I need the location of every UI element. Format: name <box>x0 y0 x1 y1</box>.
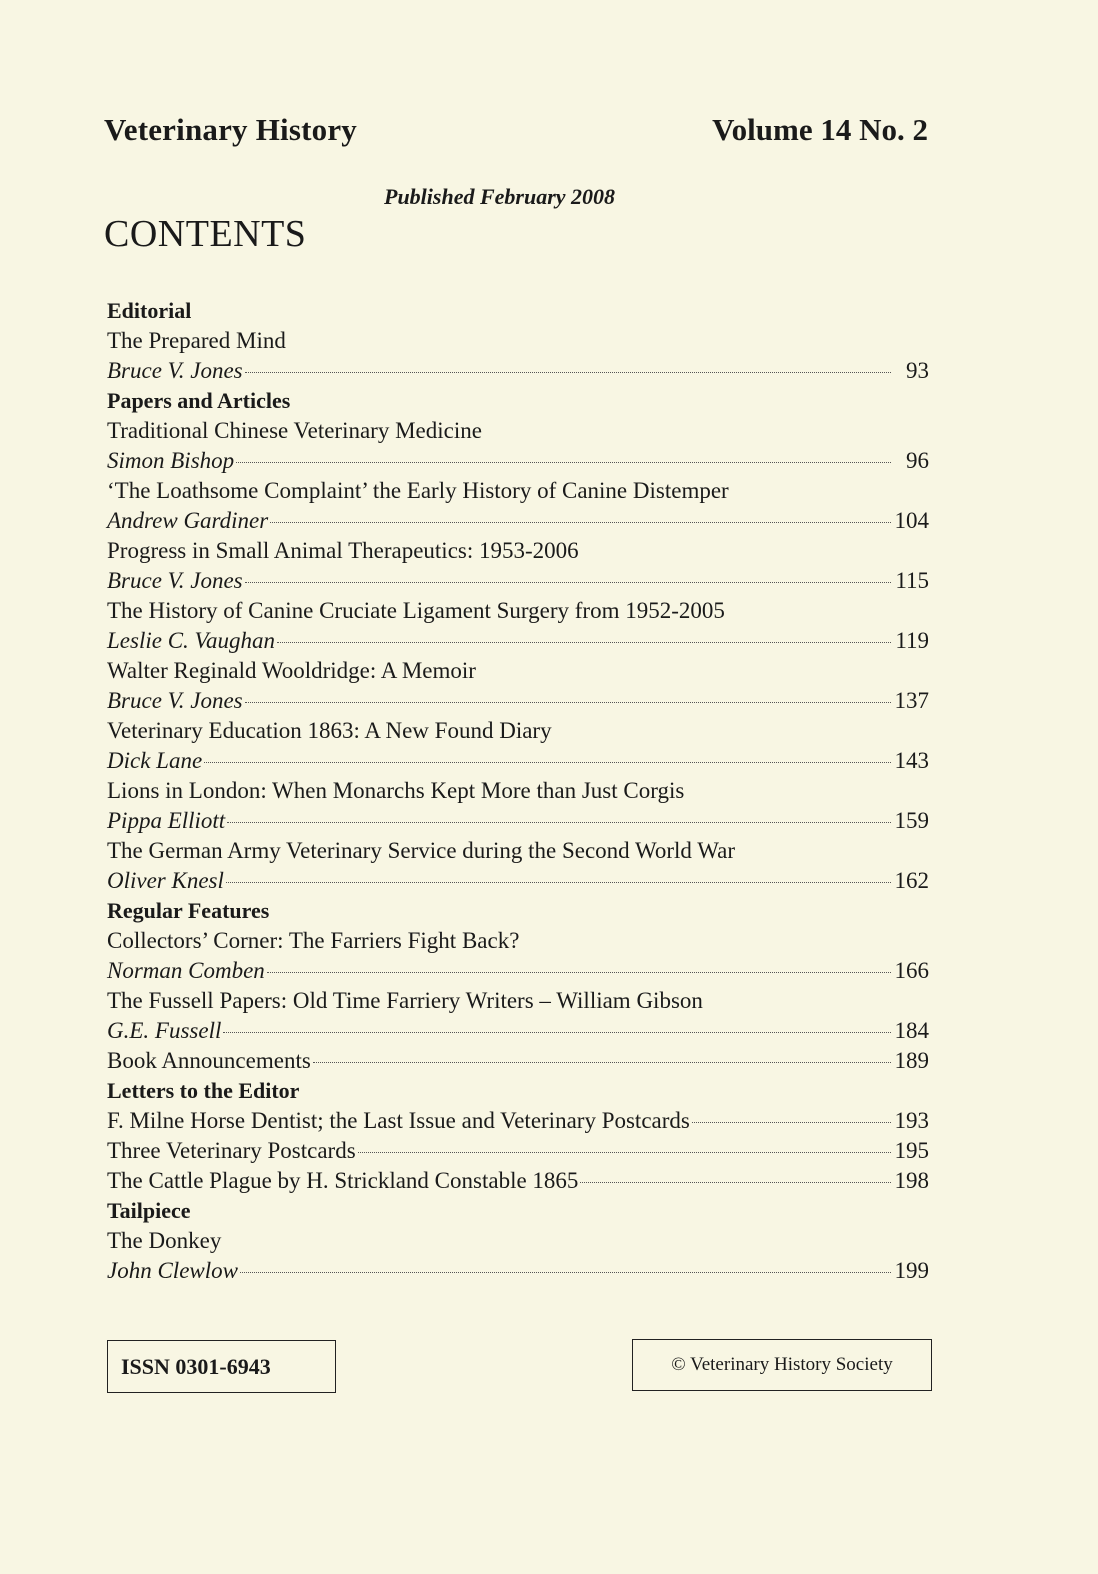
section-heading: Papers and Articles <box>107 388 291 413</box>
dot-leader <box>267 971 891 973</box>
page-number: 198 <box>894 1168 929 1193</box>
volume-number: Volume 14 No. 2 <box>712 112 928 147</box>
page-number: 143 <box>894 748 929 773</box>
page-number: 93 <box>906 358 929 383</box>
page-number: 193 <box>894 1108 929 1133</box>
article-title: ‘The Loathsome Complaint’ the Early History of Canine Distemper <box>107 478 729 503</box>
author-entry <box>107 446 929 476</box>
section-heading: Regular Features <box>107 898 270 923</box>
page-number: 199 <box>894 1258 929 1283</box>
article-title: Walter Reginald Wooldridge: A Memoir <box>107 658 476 683</box>
page-number: 96 <box>906 448 929 473</box>
author-entry <box>107 626 929 656</box>
article-title: Progress in Small Animal Therapeutics: 1953-2006 <box>107 538 579 563</box>
toc-entry <box>107 1166 929 1196</box>
contents-heading: CONTENTS <box>104 213 307 255</box>
page-number: 137 <box>894 688 929 713</box>
issn-text: ISSN 0301-6943 <box>121 1353 271 1379</box>
journal-title: Veterinary History <box>104 112 357 147</box>
dot-leader <box>226 881 891 883</box>
page-number: 115 <box>895 568 929 593</box>
article-title: Lions in London: When Monarchs Kept More than Just Corgis <box>107 778 685 803</box>
page-number: 104 <box>894 508 929 533</box>
author-entry <box>107 686 929 716</box>
dot-leader <box>277 641 891 643</box>
dot-leader <box>240 1271 891 1273</box>
dot-leader <box>270 521 891 523</box>
article-title: The History of Canine Cruciate Ligament Surgery from 1952-2005 <box>107 598 725 623</box>
article-title: Veterinary Education 1863: A New Found Diary <box>107 718 552 743</box>
dot-leader <box>245 371 891 373</box>
dot-leader <box>245 581 891 583</box>
page-number: 119 <box>895 628 929 653</box>
author-name: G.E. Fussell <box>107 1018 222 1043</box>
author-entry <box>107 1256 929 1286</box>
dot-leader <box>245 701 891 703</box>
article-title: Collectors’ Corner: The Farriers Fight Back? <box>107 928 520 953</box>
dot-leader <box>580 1181 891 1183</box>
page-number: 184 <box>894 1018 929 1043</box>
page-number: 195 <box>894 1138 929 1163</box>
author-entry <box>107 356 929 386</box>
page-number: 166 <box>894 958 929 983</box>
toc-entry <box>107 1046 929 1076</box>
article-title: The Prepared Mind <box>107 328 286 353</box>
author-name: Pippa Elliott <box>107 808 226 833</box>
author-name: Andrew Gardiner <box>107 508 269 533</box>
author-entry <box>107 866 929 896</box>
page-number: 162 <box>894 868 929 893</box>
article-title: The German Army Veterinary Service during the Second World War <box>107 838 735 863</box>
entry-title: Three Veterinary Postcards <box>107 1138 356 1163</box>
author-entry <box>107 806 929 836</box>
author-entry <box>107 1016 929 1046</box>
author-name: John Clewlow <box>107 1258 238 1283</box>
dot-leader <box>227 821 891 823</box>
author-name: Simon Bishop <box>107 448 235 473</box>
issn-box <box>107 1340 336 1393</box>
author-name: Bruce V. Jones <box>107 568 243 593</box>
dot-leader <box>313 1061 891 1063</box>
dot-leader <box>692 1121 891 1123</box>
article-title: The Fussell Papers: Old Time Farriery Writers – William Gibson <box>107 988 703 1013</box>
table-of-contents <box>107 296 929 1286</box>
author-entry <box>107 506 929 536</box>
article-title: The Donkey <box>107 1228 222 1253</box>
toc-entry <box>107 1106 929 1136</box>
dot-leader <box>223 1031 891 1033</box>
entry-title: F. Milne Horse Dentist; the Last Issue and Veterinary Postcards <box>107 1108 690 1133</box>
dot-leader <box>358 1151 891 1153</box>
publication-date: Published February 2008 <box>384 184 616 209</box>
section-heading: Tailpiece <box>107 1198 191 1223</box>
author-entry <box>107 566 929 596</box>
author-name: Norman Comben <box>107 958 265 983</box>
copyright-box <box>632 1339 932 1391</box>
entry-title: The Cattle Plague by H. Strickland Constable 1865 <box>107 1168 579 1193</box>
page-number: 159 <box>894 808 929 833</box>
section-heading: Letters to the Editor <box>107 1078 300 1103</box>
author-name: Leslie C. Vaughan <box>107 628 276 653</box>
author-name: Bruce V. Jones <box>107 358 243 383</box>
section-heading: Editorial <box>107 298 192 323</box>
entry-title: Book Announcements <box>107 1048 311 1073</box>
page-number: 189 <box>894 1048 929 1073</box>
author-entry <box>107 956 929 986</box>
author-entry <box>107 746 929 776</box>
author-name: Bruce V. Jones <box>107 688 243 713</box>
dot-leader <box>204 761 891 763</box>
toc-entry <box>107 1136 929 1166</box>
copyright-text: © Veterinary History Society <box>671 1354 893 1375</box>
article-title: Traditional Chinese Veterinary Medicine <box>107 418 482 443</box>
author-name: Dick Lane <box>107 748 203 773</box>
dot-leader <box>236 461 891 463</box>
author-name: Oliver Knesl <box>107 868 224 893</box>
